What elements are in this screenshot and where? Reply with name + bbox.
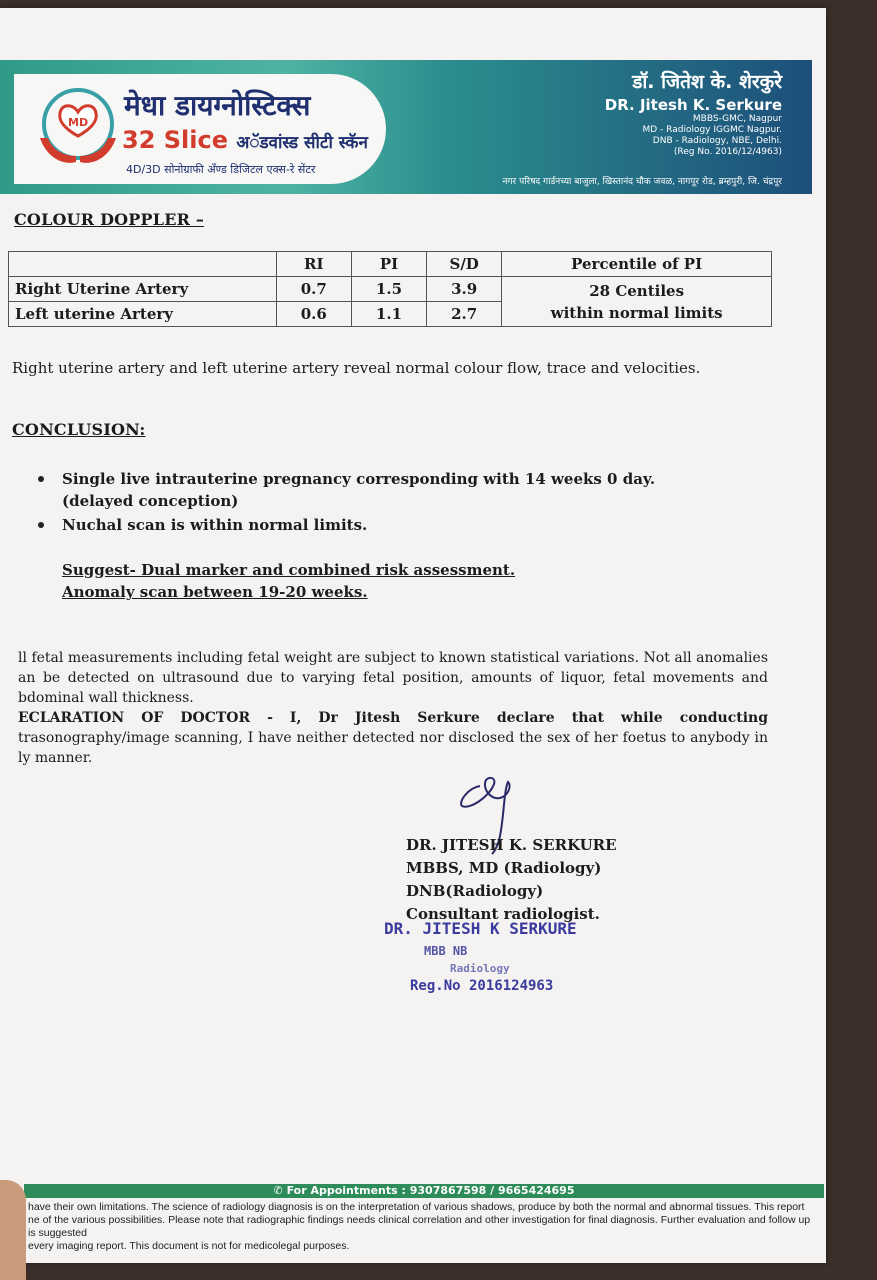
ri-value: 0.7 — [276, 277, 351, 302]
svg-text:MD: MD — [68, 116, 89, 129]
sd-value: 3.9 — [427, 277, 502, 302]
footer-disclaimer — [28, 1201, 812, 1253]
signatory-qualification: MBBS, MD (Radiology) — [406, 859, 602, 877]
appointments-text: For Appointments : 9307867598 / 9665424695 — [286, 1184, 575, 1197]
row-label: Right Uterine Artery — [9, 277, 277, 302]
signatory-role: Consultant radiologist. — [406, 905, 600, 923]
footer-line: have their own limitations. The science of radiology diagnosis is on the interpretation of various shadows, produce by both the normal and abnormal tissues. This report — [28, 1201, 805, 1213]
table-row — [9, 277, 772, 302]
header-cell — [9, 252, 277, 277]
declaration-line: ly manner. — [18, 750, 93, 766]
doctor-name-hindi: डॉ. जितेश के. शेरकुरे — [632, 71, 782, 93]
conclusion-line: Single live intrauterine pregnancy corresponding with 14 weeks 0 day. — [62, 470, 656, 488]
hands-heart-logo-icon — [32, 82, 124, 174]
header-sd: S/D — [427, 252, 502, 277]
qualification: MBBS-GMC, Nagpur — [692, 114, 782, 124]
qualification: DNB - Radiology, NBE, Delhi. — [652, 136, 782, 146]
doppler-finding: Right uterine artery and left uterine artery reveal normal colour flow, trace and velocities. — [12, 359, 701, 377]
table-header-row — [9, 252, 772, 277]
stamp-specialty: Radiology — [450, 962, 510, 975]
ri-value: 0.6 — [276, 302, 351, 327]
header-ri: RI — [276, 252, 351, 277]
brand-ct: अॅडवांस्ड सीटी स्कॅन — [236, 133, 368, 153]
list-item — [36, 468, 736, 512]
conclusion-line: (delayed conception) — [62, 492, 239, 510]
disclaimer-line: an be detected on ultrasound due to varying fetal position, amounts of liquor, fetal movements and — [18, 670, 768, 686]
doctor-stamp — [384, 919, 577, 994]
stamp-reg-number: Reg.No 2016124963 — [410, 978, 554, 994]
percentile-value: 28 Centiles — [589, 281, 685, 300]
conclusion-line: Nuchal scan is within normal limits. — [62, 516, 368, 534]
footer-line: ne of the various possibilities. Please note that radiographic findings needs clinical correlation and other investigation for final diagnosis. Further evaluation and follow up is suggested — [28, 1214, 811, 1239]
phone-icon: ✆ — [273, 1184, 283, 1197]
signatory-name: DR. JITESH K. SERKURE — [406, 836, 617, 854]
percentile-note: within normal limits — [550, 303, 723, 322]
row-label: Left uterine Artery — [9, 302, 277, 327]
suggestion-line: Suggest- Dual marker and combined risk assessment. — [62, 561, 516, 579]
pi-value: 1.1 — [351, 302, 426, 327]
suggestion-line: Anomaly scan between 19-20 weeks. — [62, 583, 368, 601]
brand-subtitle: 4D/3D सोनोग्राफी अँण्ड डिजिटल एक्स-रे सेंटर — [126, 163, 316, 176]
doppler-title: COLOUR DOPPLER – — [14, 210, 205, 229]
thumb — [0, 1180, 26, 1280]
list-item — [36, 514, 736, 536]
disclaimer-line: ll fetal measurements including fetal weight are subject to known statistical variations. Not all anomalies — [18, 650, 768, 666]
conclusion-list — [36, 468, 736, 536]
stamp-qualification: MBB NB — [424, 944, 468, 958]
brand-slice: 32 Slice — [122, 126, 228, 154]
pi-value: 1.5 — [351, 277, 426, 302]
clinic-address: नगर परिषद गार्डनच्या बाजुला, खिस्तानंद चौक जवळ, नागपूर रोड, ब्रम्हपुरी, जि. चंद्रपूर — [502, 177, 782, 187]
disclaimer-line: bdominal wall thickness. — [18, 690, 194, 706]
report-page — [0, 8, 826, 1263]
registration-number: (Reg No. 2016/12/4963) — [673, 147, 782, 157]
qualification: MD - Radiology IGGMC Nagpur. — [642, 125, 782, 135]
doctor-signature-block — [406, 834, 617, 926]
disclaimer — [18, 648, 768, 768]
appointments-bar — [24, 1184, 824, 1198]
letterhead — [0, 60, 812, 194]
doctor-info — [605, 68, 782, 158]
percentile-cell — [502, 277, 772, 327]
brand-name-hindi: मेधा डायग्नोस्टिक्स — [124, 89, 311, 122]
signatory-qualification: DNB(Radiology) — [406, 882, 544, 900]
header-pi: PI — [351, 252, 426, 277]
sd-value: 2.7 — [427, 302, 502, 327]
conclusion-title: CONCLUSION: — [12, 420, 146, 439]
header-percentile: Percentile of PI — [502, 252, 772, 277]
declaration-line: trasonography/image scanning, I have neither detected nor disclosed the sex of her foetus to anybody in — [18, 730, 768, 746]
doctor-name: DR. Jitesh K. Serkure — [604, 96, 782, 114]
logo-panel — [14, 74, 386, 184]
footer-line: every imaging report. This document is not for medicolegal purposes. — [28, 1240, 350, 1252]
declaration-line: ECLARATION OF DOCTOR - I, Dr Jitesh Serkure declare that while conducting — [18, 710, 768, 726]
doppler-table — [8, 251, 772, 327]
stamp-name: DR. JITESH K SERKURE — [384, 919, 577, 938]
brand-tagline — [122, 126, 368, 154]
suggestion — [62, 559, 515, 603]
